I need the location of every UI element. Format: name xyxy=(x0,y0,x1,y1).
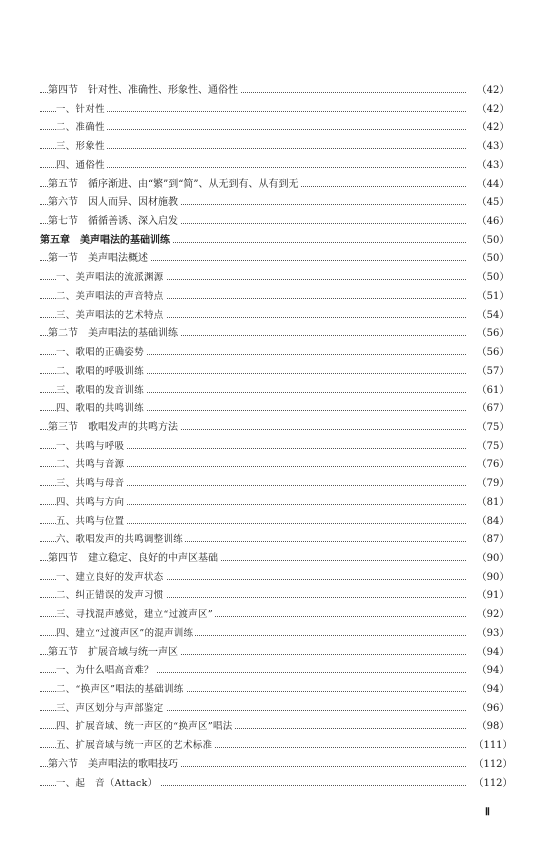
toc-page-number: （75） xyxy=(466,437,520,457)
toc-item-row xyxy=(0,661,560,681)
toc-page-number: （81） xyxy=(466,493,520,513)
toc-section-title: 第四节 建立稳定、良好的中声区基础 xyxy=(48,549,220,569)
toc-page-number: （96） xyxy=(466,699,520,719)
toc-item-title: 三、美声唱法的艺术特点 xyxy=(56,306,166,326)
toc-item-title: 二、“换声区”唱法的基础训练 xyxy=(56,680,186,700)
toc-section-title: 第六节 美声唱法的歌唱技巧 xyxy=(48,755,180,775)
toc-page-number: （50） xyxy=(466,268,520,288)
toc-section-row xyxy=(0,755,560,775)
toc-item-row xyxy=(0,287,560,307)
toc-section-row xyxy=(0,193,560,213)
toc-page-number: （43） xyxy=(466,156,520,176)
toc-page-number: （90） xyxy=(466,549,520,569)
toc-item-row xyxy=(0,736,560,756)
toc-item-title: 一、针对性 xyxy=(56,100,107,120)
toc-section-row xyxy=(0,549,560,569)
toc-item-row xyxy=(0,774,560,794)
toc-item-row xyxy=(0,512,560,532)
toc-page-number: （87） xyxy=(466,530,520,550)
toc-page-number: （98） xyxy=(466,717,520,737)
toc-section-title: 第一节 美声唱法概述 xyxy=(48,249,150,269)
toc-item-title: 二、纠正错误的发声习惯 xyxy=(56,586,166,606)
toc-section-row xyxy=(0,81,560,101)
page-number: Ⅱ xyxy=(485,807,490,818)
toc-item-row xyxy=(0,343,560,363)
toc-item-row xyxy=(0,156,560,176)
toc-item-title: 一、建立良好的发声状态 xyxy=(56,568,166,588)
toc-item-row xyxy=(0,605,560,625)
toc-section-title: 第五节 扩展音域与统一声区 xyxy=(48,643,180,663)
toc-page-number: （94） xyxy=(466,643,520,663)
toc-section-title: 第五节 循序渐进、由“繁”到“简”、从无到有、从有到无 xyxy=(48,175,300,195)
toc-page-number: （112） xyxy=(466,755,520,775)
toc-page-number: （44） xyxy=(466,175,520,195)
toc-item-title: 六、歌唱发声的共鸣调整训练 xyxy=(56,530,185,550)
toc-item-row xyxy=(0,118,560,138)
toc-page-number: （51） xyxy=(466,287,520,307)
toc-item-title: 四、扩展音域、统一声区的“换声区”唱法 xyxy=(56,717,235,737)
toc-page-number: （61） xyxy=(466,381,520,401)
toc-page-number: （111） xyxy=(466,736,520,756)
toc-item-title: 一、共鸣与呼吸 xyxy=(56,437,126,457)
toc-section-title: 第四节 针对性、准确性、形象性、通俗性 xyxy=(48,81,240,101)
toc-item-title: 三、形象性 xyxy=(56,137,107,157)
toc-section-row xyxy=(0,175,560,195)
toc-page-number: （94） xyxy=(466,680,520,700)
toc-item-title: 一、美声唱法的流派渊源 xyxy=(56,268,166,288)
toc-section-title: 第三节 歌唱发声的共鸣方法 xyxy=(48,418,180,438)
toc-item-title: 二、共鸣与音源 xyxy=(56,455,126,475)
toc-item-title: 四、建立“过渡声区”的混声训练 xyxy=(56,624,195,644)
toc-page-number: （42） xyxy=(466,81,520,101)
toc-item-title: 四、通俗性 xyxy=(56,156,107,176)
toc-item-row xyxy=(0,717,560,737)
toc-item-row xyxy=(0,624,560,644)
toc-section-row xyxy=(0,212,560,232)
toc-page-number: （112） xyxy=(466,774,520,794)
toc-item-row xyxy=(0,268,560,288)
toc-item-title: 三、歌唱的发音训练 xyxy=(56,381,146,401)
toc-page-number: （79） xyxy=(466,474,520,494)
toc-chapter-title: 第五章 美声唱法的基础训练 xyxy=(40,231,172,251)
toc-section-title: 第二节 美声唱法的基础训练 xyxy=(48,324,180,344)
toc-item-title: 五、共鸣与位置 xyxy=(56,512,126,532)
toc-page-number: （56） xyxy=(466,324,520,344)
toc-page-number: （54） xyxy=(466,306,520,326)
toc-item-row xyxy=(0,493,560,513)
toc-item-title: 一、起 音（Attack） xyxy=(56,774,160,794)
toc-item-title: 二、歌唱的呼吸训练 xyxy=(56,362,146,382)
toc-page-number: （42） xyxy=(466,100,520,120)
toc-page-number: （76） xyxy=(466,455,520,475)
toc-item-row xyxy=(0,586,560,606)
toc-page-number: （75） xyxy=(466,418,520,438)
toc-item-title: 二、准确性 xyxy=(56,118,107,138)
toc-page-number: （92） xyxy=(466,605,520,625)
toc-page-number: （45） xyxy=(466,193,520,213)
toc-item-row xyxy=(0,306,560,326)
toc-page-number: （93） xyxy=(466,624,520,644)
toc-page-number: （90） xyxy=(466,568,520,588)
toc-item-row xyxy=(0,568,560,588)
toc-page-number: （50） xyxy=(466,231,520,251)
toc-item-row xyxy=(0,100,560,120)
toc-item-row xyxy=(0,381,560,401)
toc-item-row xyxy=(0,699,560,719)
toc-item-row xyxy=(0,530,560,550)
toc-page-number: （50） xyxy=(466,249,520,269)
toc-section-title: 第七节 循循善诱、深入启发 xyxy=(48,212,180,232)
toc-item-row xyxy=(0,680,560,700)
toc-section-row xyxy=(0,643,560,663)
toc-item-title: 四、歌唱的共鸣训练 xyxy=(56,399,146,419)
toc-section-row xyxy=(0,249,560,269)
toc-item-row xyxy=(0,455,560,475)
toc-page-number: （57） xyxy=(466,362,520,382)
toc-page-number: （91） xyxy=(466,586,520,606)
toc-item-row xyxy=(0,362,560,382)
toc-item-row xyxy=(0,399,560,419)
toc-section-row xyxy=(0,418,560,438)
toc-page-number: （94） xyxy=(466,661,520,681)
toc-item-title: 二、美声唱法的声音特点 xyxy=(56,287,166,307)
toc-item-row xyxy=(0,437,560,457)
toc-section-row xyxy=(0,324,560,344)
toc-item-title: 四、共鸣与方向 xyxy=(56,493,126,513)
toc-item-title: 一、歌唱的正确姿势 xyxy=(56,343,146,363)
toc-page-number: （42） xyxy=(466,118,520,138)
toc-page-number: （84） xyxy=(466,512,520,532)
toc-item-title: 三、寻找混声感觉，建立“过渡声区” xyxy=(56,605,215,625)
toc-item-title: 三、声区划分与声部鉴定 xyxy=(56,699,166,719)
toc-item-row xyxy=(0,137,560,157)
toc-page-number: （43） xyxy=(466,137,520,157)
toc-page-number: （46） xyxy=(466,212,520,232)
toc-page-number: （56） xyxy=(466,343,520,363)
toc-item-title: 五、扩展音域与统一声区的艺术标准 xyxy=(56,736,214,756)
toc-item-row xyxy=(0,474,560,494)
toc-page-number: （67） xyxy=(466,399,520,419)
toc-item-title: 一、为什么唱高音难？ xyxy=(56,661,156,681)
toc-chapter-row xyxy=(0,231,560,251)
toc-item-title: 三、共鸣与母音 xyxy=(56,474,126,494)
toc-section-title: 第六节 因人而异、因材施教 xyxy=(48,193,180,213)
